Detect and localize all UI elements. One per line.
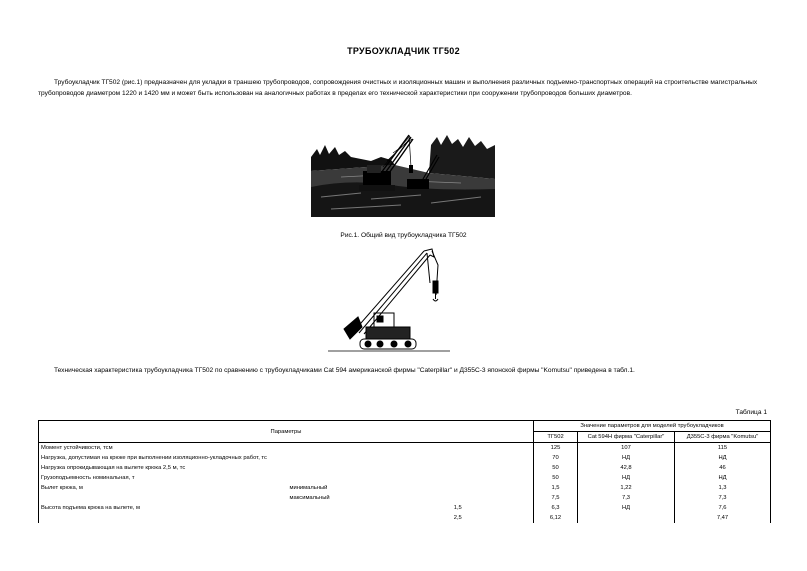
param-sub2 <box>383 453 534 463</box>
value-tg502: 6,12 <box>534 513 578 523</box>
model-d355: Д355С-3 фирма "Komutsu" <box>675 432 771 443</box>
header-values: Значение параметров для моделей трубоукладчиков <box>534 421 771 432</box>
param-sub2 <box>383 473 534 483</box>
param-sub: максимальный <box>289 495 330 501</box>
intro-paragraph: Трубоукладчик ТГ502 (рис.1) предназначен для укладки в траншею трубопроводов, сопровождения очистных и изоляционных машин и выполнения различных подъемно-транспортных операций на строительстве магистральных трубопроводов диаметром 1220 и 1420 мм и может быть использован на аналогичных работах в пределах его технической характеристики при сооружении трубопроводов больших диаметров. <box>38 79 758 97</box>
param-sub: минимальный <box>289 485 328 491</box>
param-label: Вылет крюка, м <box>39 483 288 493</box>
param-label: Нагрузка, допустимая на крюке при выполнении изоляционно-укладочных работ, тс <box>39 453 288 463</box>
param-label: Высота подъема крюка на вылете, м <box>39 503 288 513</box>
param-label: Нагрузка опрокидывающая на вылете крюка 2,5 м, тс <box>39 463 288 473</box>
table-row <box>39 453 771 463</box>
pipelayer-photo <box>311 127 495 217</box>
value-cat594: НД <box>578 503 675 513</box>
param-sub <box>288 453 383 463</box>
param-sub2 <box>383 493 534 503</box>
value-tg502: 6,3 <box>534 503 578 513</box>
value-cat594: 1,22 <box>578 483 675 493</box>
table-row <box>39 493 771 503</box>
param-sub <box>288 463 383 473</box>
param-sub <box>288 443 383 454</box>
value-cat594: НД <box>578 473 675 483</box>
param-sub2 <box>383 463 534 473</box>
value-cat594: НД <box>578 453 675 463</box>
param-label <box>39 493 288 503</box>
value-cat594: 7,3 <box>578 493 675 503</box>
value-d355: 7,6 <box>675 503 771 513</box>
value-d355: НД <box>675 473 771 483</box>
value-d355: 7,3 <box>675 493 771 503</box>
value-tg502: 70 <box>534 453 578 463</box>
value-tg502: 50 <box>534 473 578 483</box>
param-sub <box>288 503 383 513</box>
table-row <box>39 513 771 523</box>
value-cat594 <box>578 513 675 523</box>
param-sub2 <box>383 443 534 454</box>
param-label <box>39 513 288 523</box>
value-cat594: 107 <box>578 443 675 454</box>
table-row <box>39 463 771 473</box>
value-tg502: 1,5 <box>534 483 578 493</box>
model-cat594: Cat 594H фирма "Caterpillar" <box>578 432 675 443</box>
figure-caption: Рис.1. Общий вид трубоукладчика ТГ502 <box>340 232 467 239</box>
param-sub2: 1,5 <box>453 505 462 511</box>
param-sub <box>288 473 383 483</box>
table-label: Таблица 1 <box>735 409 767 416</box>
table-row <box>39 483 771 493</box>
table-row <box>39 443 771 454</box>
comparison-paragraph: Техническая характеристика трубоукладчика ТГ502 по сравнению с трубоукладчиками Cat 594 американской фирмы "Caterpillar" и Д355С-3 японской фирмы "Komutsu" приведена в табл.1. <box>54 367 635 374</box>
value-d355: 7,47 <box>675 513 771 523</box>
header-params: Параметры <box>39 421 534 443</box>
value-d355: 46 <box>675 463 771 473</box>
param-label: Грузоподъемность номинальная, т <box>39 473 288 483</box>
param-sub <box>288 513 383 523</box>
value-cat594: 42,8 <box>578 463 675 473</box>
model-tg502: ТГ502 <box>534 432 578 443</box>
table-row <box>39 473 771 483</box>
pipelayer-diagram <box>320 247 470 359</box>
value-tg502: 7,5 <box>534 493 578 503</box>
value-d355: 1,3 <box>675 483 771 493</box>
table-header-row <box>39 421 771 432</box>
parameters-table <box>38 420 771 523</box>
param-sub2 <box>383 483 534 493</box>
value-d355: 115 <box>675 443 771 454</box>
param-label: Момент устойчивости, тсм <box>39 443 288 454</box>
value-d355: НД <box>675 453 771 463</box>
value-tg502: 125 <box>534 443 578 454</box>
param-sub2: 2,5 <box>453 515 462 521</box>
value-tg502: 50 <box>534 463 578 473</box>
table-row <box>39 503 771 513</box>
document-title: ТРУБОУКЛАДЧИК ТГ502 <box>347 46 460 56</box>
